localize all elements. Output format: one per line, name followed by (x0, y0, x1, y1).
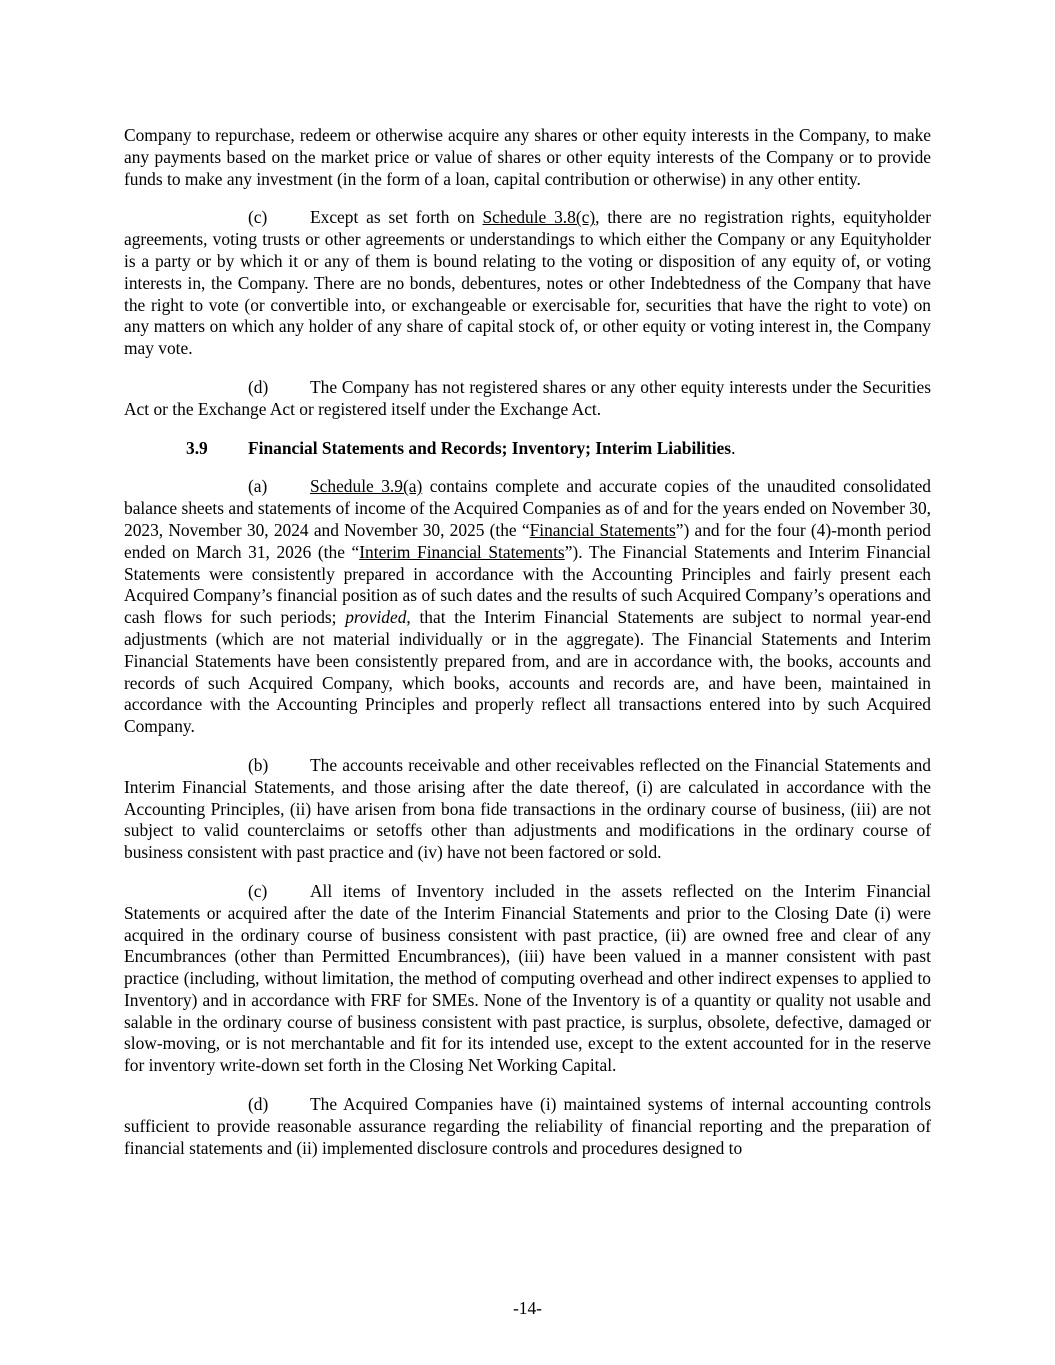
clause-body-text: The Acquired Companies have (i) maintained systems of internal accounting controls sufficient to provide reasonable assurance regarding the reliability of financial reporting and the preparation of financial statements and (ii) implemented disclosure controls and procedures designed to (124, 1094, 931, 1158)
clause-text-part-2: ”) and for the four (4)-month period ended on March 31, 2026 (the “ (124, 519, 931, 562)
schedule-3-8-c-reference: Schedule 3.8(c) (482, 207, 596, 228)
clause-lead-text: Except as set forth on (310, 207, 483, 228)
paragraph-3-8-d (124, 377, 931, 421)
page-number: -14- (513, 1298, 542, 1318)
clause-label-c: (c) (248, 207, 268, 228)
paragraph-3-9-b (124, 755, 931, 864)
defined-term-financial-statements: Financial Statements (529, 519, 676, 540)
section-title-period: . (731, 437, 736, 458)
paragraph-3-8-c (124, 207, 931, 360)
schedule-3-9-a-reference: Schedule 3.9(a) (310, 476, 423, 497)
clause-body-text: All items of Inventory included in the assets reflected on the Interim Financial Statements or acquired after the date of the Interim Financial Statements and prior to the Closing Date (i) were acquired in the ordinary course of business consistent with past practice, (ii) are owned free and clear of any Encumbrances (other than Permitted Encumbrances), (iii) have been valued in a manner consistent with past practice (including, without limitation, the method of computing overhead and other indirect expenses to applied to Inventory) and in accordance with FRF for SMEs. None of the Inventory is of a quantity or quality not usable and salable in the ordinary course of business consistent with past practice, is surplus, obsolete, defective, damaged or slow-moving, or is not merchantable and fit for its intended use, except to the extent accounted for in the reserve for inventory write-down set forth in the Closing Net Working Capital. (124, 880, 931, 1076)
clause-body-text: The Company has not registered shares or any other equity interests under the Securities Act or the Exchange Act or registered itself under the Exchange Act. (124, 376, 931, 419)
section-number: 3.9 (186, 437, 208, 458)
clause-label-d: (d) (248, 376, 269, 397)
clause-label-c: (c) (248, 880, 268, 901)
paragraph-3-9-d (124, 1094, 931, 1159)
clause-text-part-1: contains complete and accurate copies of the unaudited consolidated balance sheets and statements of income of the Acquired Companies as of and for the years ended on November 30, 2023, November 30, 2024 and November 30, 2025 (the “ (124, 476, 931, 540)
document-page (124, 125, 931, 1176)
defined-term-interim-financial-statements: Interim Financial Statements (359, 541, 565, 562)
paragraph-3-9-a (124, 476, 931, 738)
clause-label-d: (d) (248, 1094, 269, 1115)
italic-term-provided: provided (345, 607, 407, 628)
clause-text-part-3: ”). The Financial Statements and Interim Financial Statements were consistently prepared in accordance with the Accounting Principles and fairly present each Acquired Company’s financial position as of such dates and the results of such Acquired Company’s operations and cash flows for such periods; (124, 541, 931, 628)
clause-label-a: (a) (248, 476, 268, 497)
section-title: Financial Statements and Records; Inventory; Interim Liabilities (248, 437, 732, 458)
clause-body-text: The accounts receivable and other receivables reflected on the Financial Statements and Interim Financial Statements, and those arising after the date thereof, (i) are calculated in accordance with the Accounting Principles, (ii) have arisen from bona fide transactions in the ordinary course of business, (iii) are not subject to valid counterclaims or setoffs other than adjustments and modifications in the ordinary course of business consistent with past practice and (iv) have not been factored or sold. (124, 754, 931, 863)
section-heading-3-9 (186, 438, 931, 460)
paragraph-3-9-c (124, 881, 931, 1077)
clause-text-part-4: , that the Interim Financial Statements are subject to normal year-end adjustments (which are not material individually or in the aggregate). The Financial Statements and Interim Financial Statements have been consistently prepared from, and are in accordance with, the books, accounts and records of such Acquired Company, which books, accounts and records are, and have been, maintained in accordance with the Accounting Principles and properly reflect all transactions entered into by such Acquired Company. (124, 607, 931, 737)
clause-label-b: (b) (248, 754, 269, 775)
paragraph-intro: Company to repurchase, redeem or otherwise acquire any shares or other equity interests in the Company, to make any payments based on the market price or value of shares or other equity interests of the Company or to provide funds to make any investment (in the form of a loan, capital contribution or otherwise) in any other entity. (124, 125, 931, 189)
clause-body-text: , there are no registration rights, equityholder agreements, voting trusts or other agreements or understandings to which either the Company or any Equityholder is a party or by which it or any of them is bound relating to the voting or disposition of any equity of, or voting interests in, the Company. There are no bonds, debentures, notes or other Indebtedness of the Company that have the right to vote (or convertible into, or exchangeable or exercisable for, securities that have the right to vote) on any matters on which any holder of any share of capital stock of, or other equity or voting interest in, the Company may vote. (124, 207, 931, 359)
